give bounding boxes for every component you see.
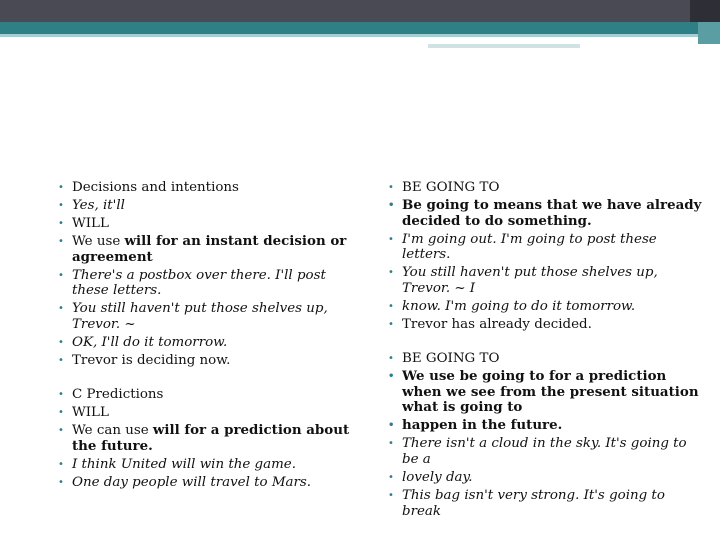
teal-band — [0, 22, 720, 34]
list-item — [386, 265, 704, 296]
list-item — [56, 423, 356, 454]
item-text: I'm going out. I'm going to post these letters. — [402, 231, 657, 263]
item-text: OK, I'll do it tomorrow. — [72, 335, 228, 351]
item-text: know. I'm going to do it tomorrow. — [402, 298, 636, 314]
accent-line — [428, 44, 580, 48]
teal-band-corner — [698, 22, 720, 44]
list-item — [386, 436, 704, 467]
list-item — [56, 387, 356, 403]
item-text: You still haven't put those shelves up, Trevor. ~ I — [402, 265, 658, 296]
list-item — [386, 198, 704, 229]
list-item — [386, 418, 704, 434]
teal-band-light — [0, 34, 720, 37]
item-text: Yes, it'll — [72, 198, 125, 214]
item-text: We can use — [72, 423, 153, 439]
item-text: Trevor is deciding now. — [72, 353, 231, 369]
item-text-bold: will for an instant decision or agreement — [72, 233, 347, 265]
list-item — [56, 475, 356, 491]
header-bar — [0, 0, 720, 22]
list-item — [386, 299, 704, 315]
list-item — [386, 180, 704, 196]
list-item — [56, 353, 356, 369]
list-item — [386, 488, 704, 519]
list-item — [56, 335, 356, 351]
item-text: One day people will travel to Mars. — [72, 475, 312, 491]
list-item — [56, 457, 356, 473]
list-item — [56, 405, 356, 421]
item-text: You still haven't put those shelves up, Trevor. ~ — [72, 301, 328, 332]
item-text: This bag isn't very strong. It's going to break — [402, 488, 665, 519]
list-item — [56, 180, 356, 196]
left-list-2 — [56, 387, 356, 490]
item-text: Trevor has already decided. — [402, 316, 592, 332]
item-text: Decisions and intentions — [72, 180, 239, 195]
right-list-2 — [386, 351, 704, 519]
item-text: There's a postbox over there. I'll post these letters. — [72, 267, 326, 299]
item-text: C Predictions — [72, 387, 164, 403]
item-text: BE GOING TO — [402, 351, 500, 367]
item-text: We use be going to for a prediction when we see from the present situation what is going to — [402, 368, 699, 416]
item-text: I think United will win the game. — [72, 457, 296, 473]
item-text: WILL — [72, 216, 109, 232]
list-item — [56, 234, 356, 265]
list-item — [56, 198, 356, 214]
right-column — [386, 180, 704, 522]
item-text: Be going to means that we have already decided to do something. — [402, 197, 702, 229]
item-text: WILL — [72, 405, 109, 421]
item-text: lovely day. — [402, 469, 473, 485]
right-list-1 — [386, 180, 704, 332]
item-text: BE GOING TO — [402, 180, 500, 195]
item-text-bold: will for a prediction about the future. — [72, 422, 350, 454]
list-item — [386, 470, 704, 486]
list-item — [56, 216, 356, 232]
header-bar-corner — [690, 0, 720, 22]
list-item — [386, 369, 704, 416]
left-list-1 — [56, 180, 356, 369]
list-item — [386, 232, 704, 263]
item-text: There isn't a cloud in the sky. It's going to be a — [402, 436, 687, 467]
list-item — [56, 268, 356, 299]
item-text: We use — [72, 234, 125, 250]
item-text: happen in the future. — [402, 417, 563, 434]
list-item — [386, 351, 704, 367]
list-item — [56, 301, 356, 332]
left-column — [56, 180, 356, 493]
list-item — [386, 317, 704, 333]
